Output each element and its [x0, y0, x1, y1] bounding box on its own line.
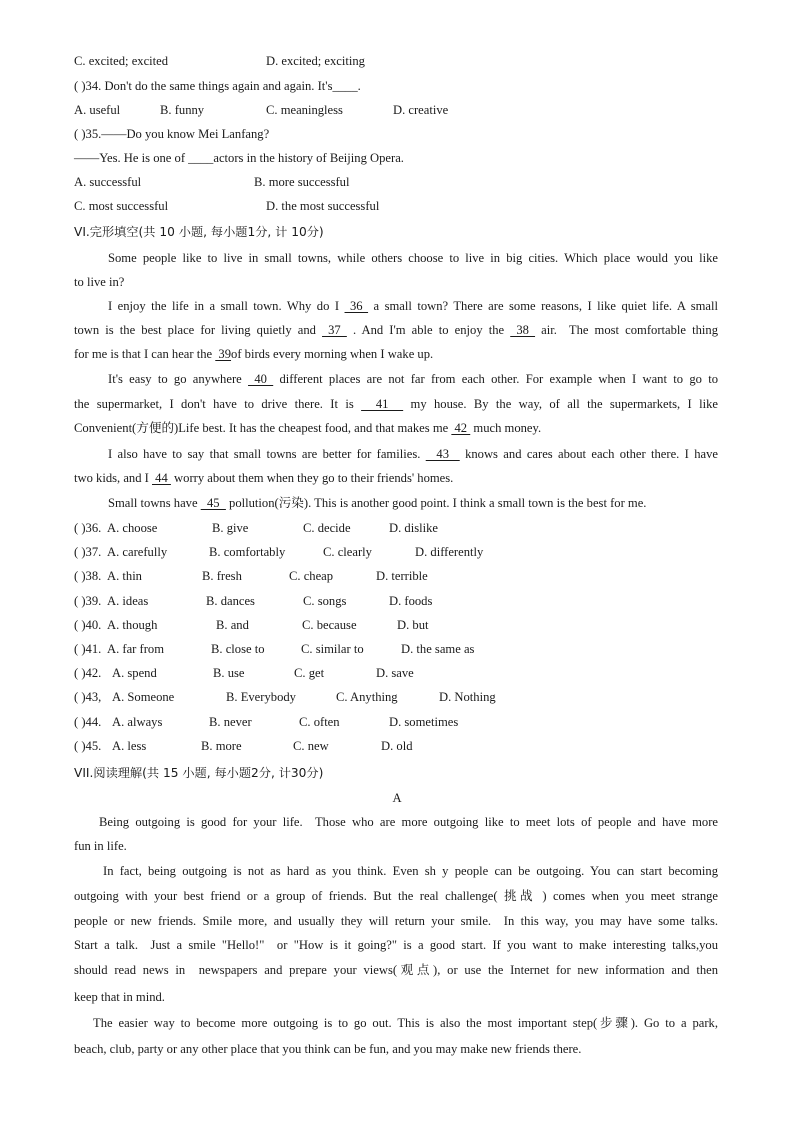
question-number: ( )39.: [74, 594, 102, 608]
option-a: A. choose: [107, 521, 158, 535]
option-b: B. close to: [211, 642, 265, 656]
question-number: ( )41.: [74, 642, 102, 656]
option-c: C. decide: [303, 521, 351, 535]
option-c: C. new: [293, 739, 329, 753]
question-number: ( )38.: [74, 569, 102, 583]
reading-paragraph-3-line-1: The easier way to become more outgoing is to go out. This is also the most important step(步骤). Go to a park,: [93, 1016, 718, 1030]
section-vi-title: VI.完形填空(共 10 小题, 每小题1分, 计 10分): [74, 225, 324, 239]
cloze-paragraph-1-line-2: to live in?: [74, 275, 125, 289]
option-d: D. old: [381, 739, 413, 753]
q34-option-c: C. meaningless: [266, 103, 343, 117]
q35-dialogue: ——Yes. He is one of ____actors in the history of Beijing Opera.: [74, 151, 404, 165]
q34-stem: [74, 78, 361, 94]
option-d: D. sometimes: [389, 715, 459, 729]
option-b: B. give: [212, 521, 249, 535]
blank-44: 44: [152, 471, 171, 485]
option-a: A. Someone: [112, 690, 175, 704]
question-number: ( )40.: [74, 618, 102, 632]
option-c: C. cheap: [289, 569, 334, 583]
option-b: B. use: [213, 666, 245, 680]
option-b: B. comfortably: [209, 545, 286, 559]
q33-option-c: C. excited; excited: [74, 54, 169, 68]
q35-option-c: C. most successful: [74, 199, 169, 213]
question-number: ( )45.: [74, 739, 102, 753]
option-a: A. always: [112, 715, 163, 729]
blank-39: 39: [215, 347, 232, 361]
reading-paragraph-2-line-2: outgoing with your best friend or a group of friends. But the real challenge( 挑战 ) comes when you meet strange: [74, 889, 718, 903]
option-d: D. terrible: [376, 569, 428, 583]
reading-paragraph-2-line-5: should read news in newspapers and prepare your views(观点), or use the Internet for new information and then: [74, 963, 718, 977]
q34-option-a: A. useful: [74, 103, 121, 117]
cloze-paragraph-3-line-1: It's easy to go anywhere 40 different places are not far from each other. For example when I want to go to: [108, 372, 719, 386]
option-d: D. but: [397, 618, 429, 632]
q34-number: ( )34.: [74, 79, 102, 93]
question-number: ( )43,: [74, 690, 102, 704]
option-c: C. often: [299, 715, 340, 729]
section-vii-title: VII.阅读理解(共 15 小题, 每小题2分, 计30分): [74, 766, 324, 780]
question-number: ( )37.: [74, 545, 102, 559]
cloze-paragraph-1-line-1: Some people like to live in small towns, while others choose to live in big cities. Which place would you like: [108, 251, 718, 265]
option-d: D. save: [376, 666, 414, 680]
option-a: A. spend: [112, 666, 157, 680]
reading-paragraph-1-line-1: Being outgoing is good for your life. Those who are more outgoing like to meet lots of people and have more: [99, 815, 718, 829]
cloze-paragraph-5: Small towns have 45 pollution(污染). This is another good point. I think a small town is the best for me.: [108, 496, 647, 510]
cloze-paragraph-3-line-2: the supermarket, I don't have to drive there. It is 41 my house. By the way, of all the supermarkets, I like: [74, 397, 718, 411]
option-d: D. dislike: [389, 521, 438, 535]
option-a: A. ideas: [107, 594, 149, 608]
q34-option-d: D. creative: [393, 103, 449, 117]
cloze-paragraph-3-line-3: Convenient(方便的)Life best. It has the cheapest food, and that makes me 42 much money.: [74, 421, 542, 435]
option-d: D. the same as: [401, 642, 475, 656]
blank-41: 41: [361, 397, 404, 411]
option-d: D. differently: [415, 545, 484, 559]
option-b: B. Everybody: [226, 690, 296, 704]
blank-43: 43: [425, 447, 460, 461]
option-a: A. less: [112, 739, 147, 753]
passage-a-label: A: [392, 791, 402, 805]
q34-option-b: B. funny: [160, 103, 205, 117]
reading-paragraph-2-line-6: keep that in mind.: [74, 990, 165, 1004]
q35-option-b: B. more successful: [254, 175, 350, 189]
cloze-paragraph-2-line-3: for me is that I can hear the 39of birds every morning when I wake up.: [74, 347, 434, 361]
option-a: A. far from: [107, 642, 164, 656]
option-b: B. dances: [206, 594, 255, 608]
option-d: D. foods: [389, 594, 433, 608]
option-c: C. because: [302, 618, 357, 632]
q35-option-d: D. the most successful: [266, 199, 380, 213]
option-c: C. clearly: [323, 545, 372, 559]
cloze-paragraph-4-line-1: I also have to say that small towns are better for families. 43 knows and cares about each other there. I have: [108, 447, 718, 461]
q33-option-d: D. excited; exciting: [266, 54, 365, 68]
option-a: A. thin: [107, 569, 142, 583]
q35-option-a: A. successful: [74, 175, 142, 189]
reading-paragraph-2-line-4: Start a talk. Just a smile "Hello!" or "How is it going?" is a good start. If you want to make interesting talks,you: [74, 938, 718, 952]
blank-45: 45: [200, 496, 226, 510]
option-c: C. songs: [303, 594, 347, 608]
option-c: C. get: [294, 666, 325, 680]
cloze-paragraph-2-line-2: town is the best place for living quietly and 37 . And I'm able to enjoy the 38 air. The most comfortable thing: [74, 323, 718, 337]
cloze-paragraph-4-line-2: two kids, and I 44 worry about them when they go to their friends' homes.: [74, 471, 454, 485]
reading-paragraph-3-line-2: beach, club, party or any other place that you think can be fun, and you may make new friends there.: [74, 1042, 582, 1056]
option-c: C. similar to: [301, 642, 364, 656]
option-c: C. Anything: [336, 690, 398, 704]
blank-37: 37: [322, 323, 347, 337]
option-d: D. Nothing: [439, 690, 496, 704]
reading-paragraph-2-line-1: In fact, being outgoing is not as hard as you think. Even sh y people can be outgoing. You can start becoming: [103, 864, 718, 878]
question-number: ( )36.: [74, 521, 102, 535]
blank-36: 36: [344, 299, 369, 313]
q35-stem: ( )35.——Do you know Mei Lanfang?: [74, 127, 270, 141]
blank-42: 42: [451, 421, 471, 435]
cloze-paragraph-2-line-1: I enjoy the life in a small town. Why do I 36 a small town? There are some reasons, I like quiet life. A small: [108, 299, 718, 313]
option-b: B. fresh: [202, 569, 242, 583]
option-b: B. never: [209, 715, 252, 729]
q34-text: Don't do the same things again and again. It's____.: [104, 79, 361, 93]
option-a: A. carefully: [107, 545, 168, 559]
blank-40: 40: [248, 372, 274, 386]
question-number: ( )44.: [74, 715, 102, 729]
blank-38: 38: [510, 323, 536, 337]
option-b: B. and: [216, 618, 249, 632]
reading-paragraph-1-line-2: fun in life.: [74, 839, 127, 853]
reading-paragraph-2-line-3: people or new friends. Smile more, and usually they will return your smile. In this way, you may have some talks.: [74, 914, 718, 928]
option-a: A. though: [107, 618, 158, 632]
option-b: B. more: [201, 739, 242, 753]
question-number: ( )42.: [74, 666, 102, 680]
